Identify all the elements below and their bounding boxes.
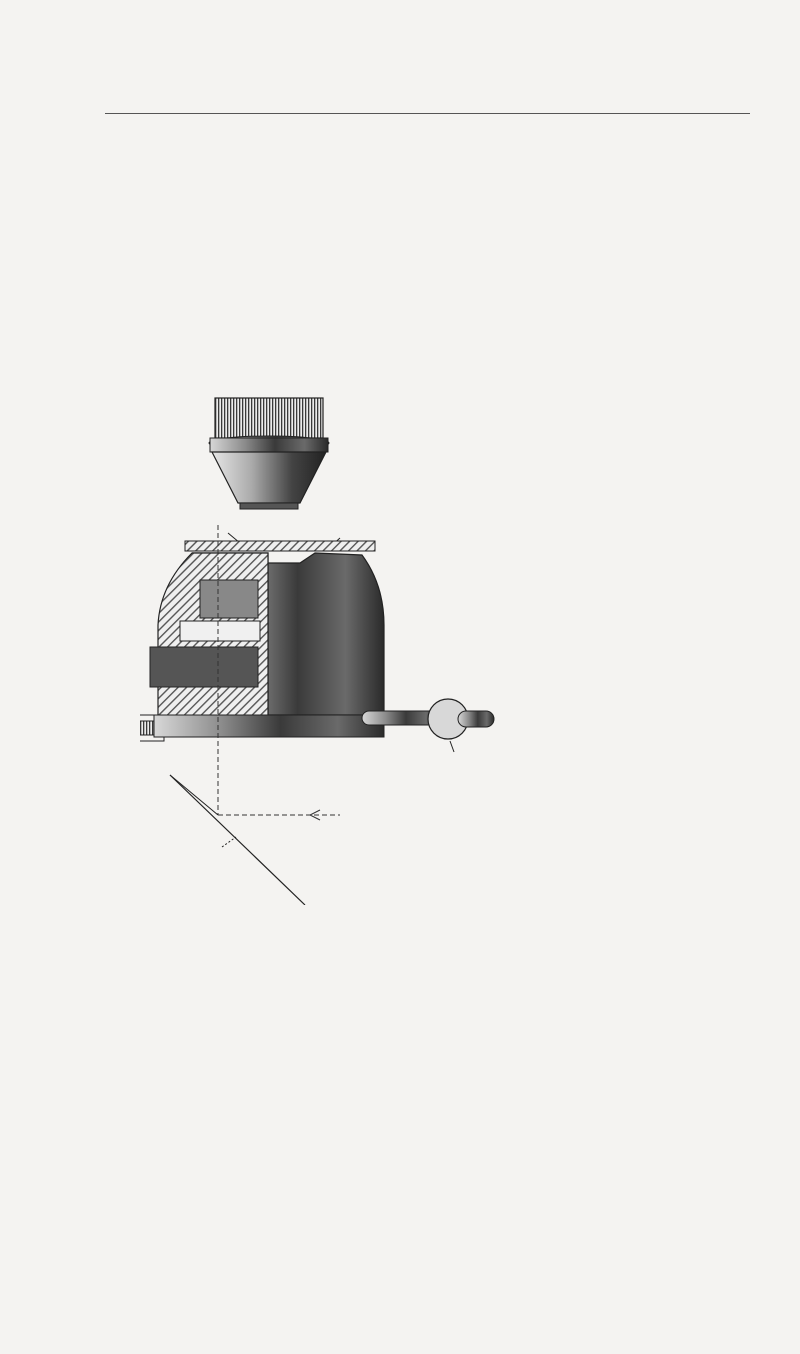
header-rule — [105, 113, 750, 114]
footnote-1-line-2 — [105, 1213, 750, 1234]
footnote-1-line-1 — [105, 1192, 750, 1213]
running-header — [105, 78, 750, 102]
reichert-apparatus-illustration — [140, 385, 520, 905]
footnote-1-line-3 — [105, 1234, 750, 1255]
footnote-2 — [105, 1255, 750, 1276]
paragraph-2-first-line — [130, 337, 750, 363]
figure-1 — [140, 385, 520, 925]
